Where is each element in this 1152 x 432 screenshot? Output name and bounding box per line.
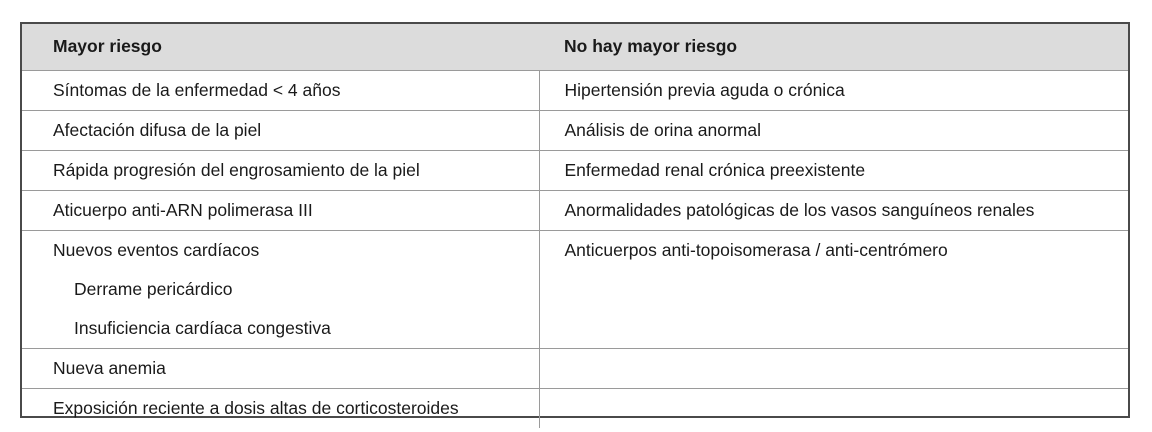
cell-no-mayor-riesgo <box>539 150 1128 190</box>
cell-no-mayor-riesgo <box>539 70 1128 110</box>
cell-text: Exposición reciente a dosis altas de corticosteroides <box>53 397 459 418</box>
cell-text: Aticuerpo anti-ARN polimerasa III <box>53 199 313 220</box>
table-header <box>22 24 1128 70</box>
header-no-mayor-riesgo: No hay mayor riesgo <box>564 36 738 57</box>
table-row <box>22 150 1128 190</box>
cell-no-mayor-riesgo-empty <box>539 348 1128 388</box>
table-row <box>22 190 1128 230</box>
table-row <box>22 230 1128 348</box>
cell-no-mayor-riesgo-empty <box>539 388 1128 428</box>
cell-text: Enfermedad renal crónica preexistente <box>564 159 866 180</box>
cell-text: Nuevos eventos cardíacos <box>53 239 260 260</box>
table-row <box>22 348 1128 388</box>
cell-mayor-riesgo <box>22 388 539 428</box>
cell-text <box>540 389 1129 428</box>
cell-mayor-riesgo <box>22 70 539 110</box>
cell-no-mayor-riesgo <box>539 230 1128 348</box>
cell-no-mayor-riesgo <box>539 110 1128 150</box>
cell-text: Nueva anemia <box>53 357 166 378</box>
risk-factors-table <box>22 24 1128 428</box>
table-row <box>22 388 1128 428</box>
cell-text: Afectación difusa de la piel <box>53 119 262 140</box>
cell-mayor-riesgo <box>22 150 539 190</box>
cell-mayor-riesgo <box>22 110 539 150</box>
cell-mayor-riesgo <box>22 190 539 230</box>
header-mayor-riesgo: Mayor riesgo <box>53 36 162 57</box>
table-body <box>22 70 1128 428</box>
cell-text: Anticuerpos anti-topoisomerasa / anti-centrómero <box>564 239 948 260</box>
table-row <box>22 70 1128 110</box>
cell-subitem-text: Derrame pericárdico <box>74 278 233 299</box>
table-row <box>22 110 1128 150</box>
cell-text: Análisis de orina anormal <box>564 119 761 140</box>
cell-text <box>540 349 1129 388</box>
cell-text: Hipertensión previa aguda o crónica <box>564 79 845 100</box>
cell-subitem-text: Insuficiencia cardíaca congestiva <box>74 317 331 338</box>
cell-mayor-riesgo <box>22 230 539 348</box>
cell-text: Síntomas de la enfermedad < 4 años <box>53 79 341 100</box>
risk-table-frame <box>20 22 1130 418</box>
cell-mayor-riesgo <box>22 348 539 388</box>
cell-text: Rápida progresión del engrosamiento de la piel <box>53 159 420 180</box>
header-row <box>22 24 1128 70</box>
cell-no-mayor-riesgo <box>539 190 1128 230</box>
cell-text: Anormalidades patológicas de los vasos sanguíneos renales <box>564 199 1035 220</box>
